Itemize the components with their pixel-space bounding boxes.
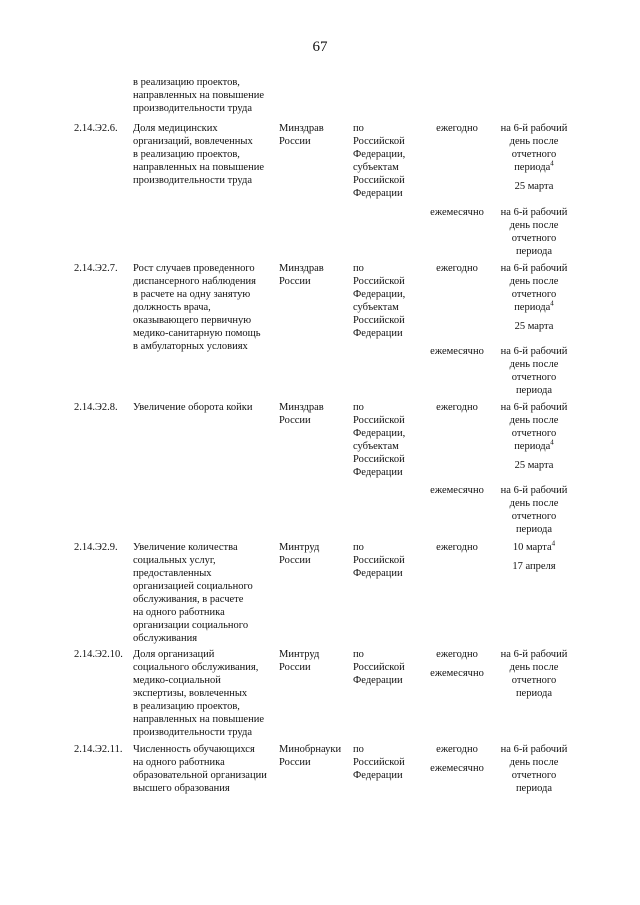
detail-level: по Российской Федерации, субъектам Российской Федерации <box>353 402 406 478</box>
deadline-line: периода$^4$ <box>514 159 554 173</box>
deadline-line: отчетного <box>511 511 557 522</box>
frequency: ежегодно <box>436 542 478 553</box>
indicator-name: Увеличение количества социальных услуг, предоставленных организацией социального обслуживания, в расчете на одного работника организации социального обслуживания <box>133 542 253 644</box>
deadline-line: периода <box>515 688 553 699</box>
responsible-ministry: Минтруд России <box>279 649 320 673</box>
indicator-code: 2.14.Э2.8. <box>74 402 118 413</box>
frequency: ежемесячно <box>430 763 484 774</box>
indicator-code: 2.14.Э2.9. <box>74 542 118 553</box>
frequency: ежегодно <box>436 744 478 755</box>
indicator-name: в реализацию проектов, направленных на повышение производительности труда <box>133 77 264 114</box>
deadline-line: на 6-й рабочий <box>500 123 568 134</box>
deadline-line: периода <box>515 783 553 794</box>
deadline-line: периода <box>515 524 553 535</box>
indicator-code: 2.14.Э2.11. <box>74 744 123 755</box>
deadline-line: отчетного <box>511 372 557 383</box>
deadline-line: отчетного <box>511 770 557 781</box>
deadline <box>498 541 570 573</box>
deadline-line: день после <box>509 415 559 426</box>
detail-level: по Российской Федерации <box>353 649 405 686</box>
deadline-line: на 6-й рабочий <box>500 207 568 218</box>
indicator-code: 2.14.Э2.7. <box>74 263 118 274</box>
frequency: ежегодно <box>436 263 478 274</box>
deadline-line: день после <box>509 276 559 287</box>
indicator-code: 2.14.Э2.6. <box>74 123 118 134</box>
deadline-line: отчетного <box>511 289 557 300</box>
alternate-deadline: 25 марта <box>514 460 554 471</box>
deadline <box>498 743 570 795</box>
indicator-name: Увеличение оборота койки <box>133 402 253 413</box>
frequency: ежемесячно <box>430 668 484 679</box>
deadline-line: день после <box>509 498 559 509</box>
frequency: ежемесячно <box>430 346 484 357</box>
responsible-ministry: Минздрав России <box>279 123 324 147</box>
deadline-line: на 6-й рабочий <box>500 402 568 413</box>
deadline-line: день после <box>509 220 559 231</box>
frequency: ежемесячно <box>430 485 484 496</box>
deadline-line: на 6-й рабочий <box>500 346 568 357</box>
deadline-line: день после <box>509 662 559 673</box>
responsible-ministry: Минтруд России <box>279 542 320 566</box>
detail-level: по Российской Федерации, субъектам Российской Федерации <box>353 123 406 199</box>
responsible-ministry: Минобрнауки России <box>279 744 342 768</box>
alternate-deadline: 17 апреля <box>512 561 556 572</box>
responsible-ministry: Минздрав России <box>279 263 324 287</box>
deadline-line: день после <box>509 757 559 768</box>
footnote-marker: 4 <box>551 539 556 548</box>
deadline <box>498 401 570 472</box>
indicator-name: Численность обучающихся на одного работника образовательной организации высшего образования <box>133 744 267 794</box>
deadline <box>498 648 570 700</box>
deadline-line: периода <box>515 246 553 257</box>
indicator-name: Доля организаций социального обслуживания, медико-социальной экспертизы, вовлеченных в реализацию проектов, направленных на повышение производительности труда <box>133 649 264 738</box>
footnote-marker: 4 <box>550 299 554 308</box>
deadline-line: отчетного <box>511 233 557 244</box>
detail-level: по Российской Федерации <box>353 744 405 781</box>
deadline-line: отчетного <box>511 149 557 160</box>
deadline <box>498 262 570 333</box>
deadline-line: периода$^4$ <box>514 438 554 452</box>
deadline-line: на 6-й рабочий <box>500 263 568 274</box>
indicator-code: 2.14.Э2.10. <box>74 649 123 660</box>
footnote-marker: 4 <box>550 438 554 447</box>
frequency: ежегодно <box>436 402 478 413</box>
deadline-line: день после <box>509 359 559 370</box>
deadline <box>498 484 570 536</box>
indicator-name: Рост случаев проведенного диспансерного наблюдения в расчете на одну занятую должность врача, оказывающего первичную медико-санитарную помощь в амбулаторных условиях <box>133 263 261 352</box>
frequency: ежемесячно <box>430 207 484 218</box>
deadline-line: периода$^4$ <box>514 299 554 313</box>
deadline-line: отчетного <box>511 675 557 686</box>
deadline-line: день после <box>509 136 559 147</box>
page-number: 67 <box>312 39 328 55</box>
footnote-marker: 4 <box>550 159 554 168</box>
frequency: ежегодно <box>436 649 478 660</box>
detail-level: по Российской Федерации, субъектам Российской Федерации <box>353 263 406 339</box>
indicator-name: Доля медицинских организаций, вовлеченных в реализацию проектов, направленных на повышение производительности труда <box>133 123 264 186</box>
deadline <box>498 345 570 397</box>
deadline <box>498 122 570 193</box>
deadline <box>498 206 570 258</box>
alternate-deadline: 25 марта <box>514 321 554 332</box>
deadline-line: периода <box>515 385 553 396</box>
detail-level: по Российской Федерации <box>353 542 405 579</box>
deadline-line: на 6-й рабочий <box>500 485 568 496</box>
frequency: ежегодно <box>436 123 478 134</box>
deadline-line: на 6-й рабочий <box>500 649 568 660</box>
alternate-deadline: 25 марта <box>514 181 554 192</box>
deadline-line: на 6-й рабочий <box>500 744 568 755</box>
deadline-line: отчетного <box>511 428 557 439</box>
responsible-ministry: Минздрав России <box>279 402 324 426</box>
deadline-line: 10 марта$^4$ <box>512 539 556 553</box>
